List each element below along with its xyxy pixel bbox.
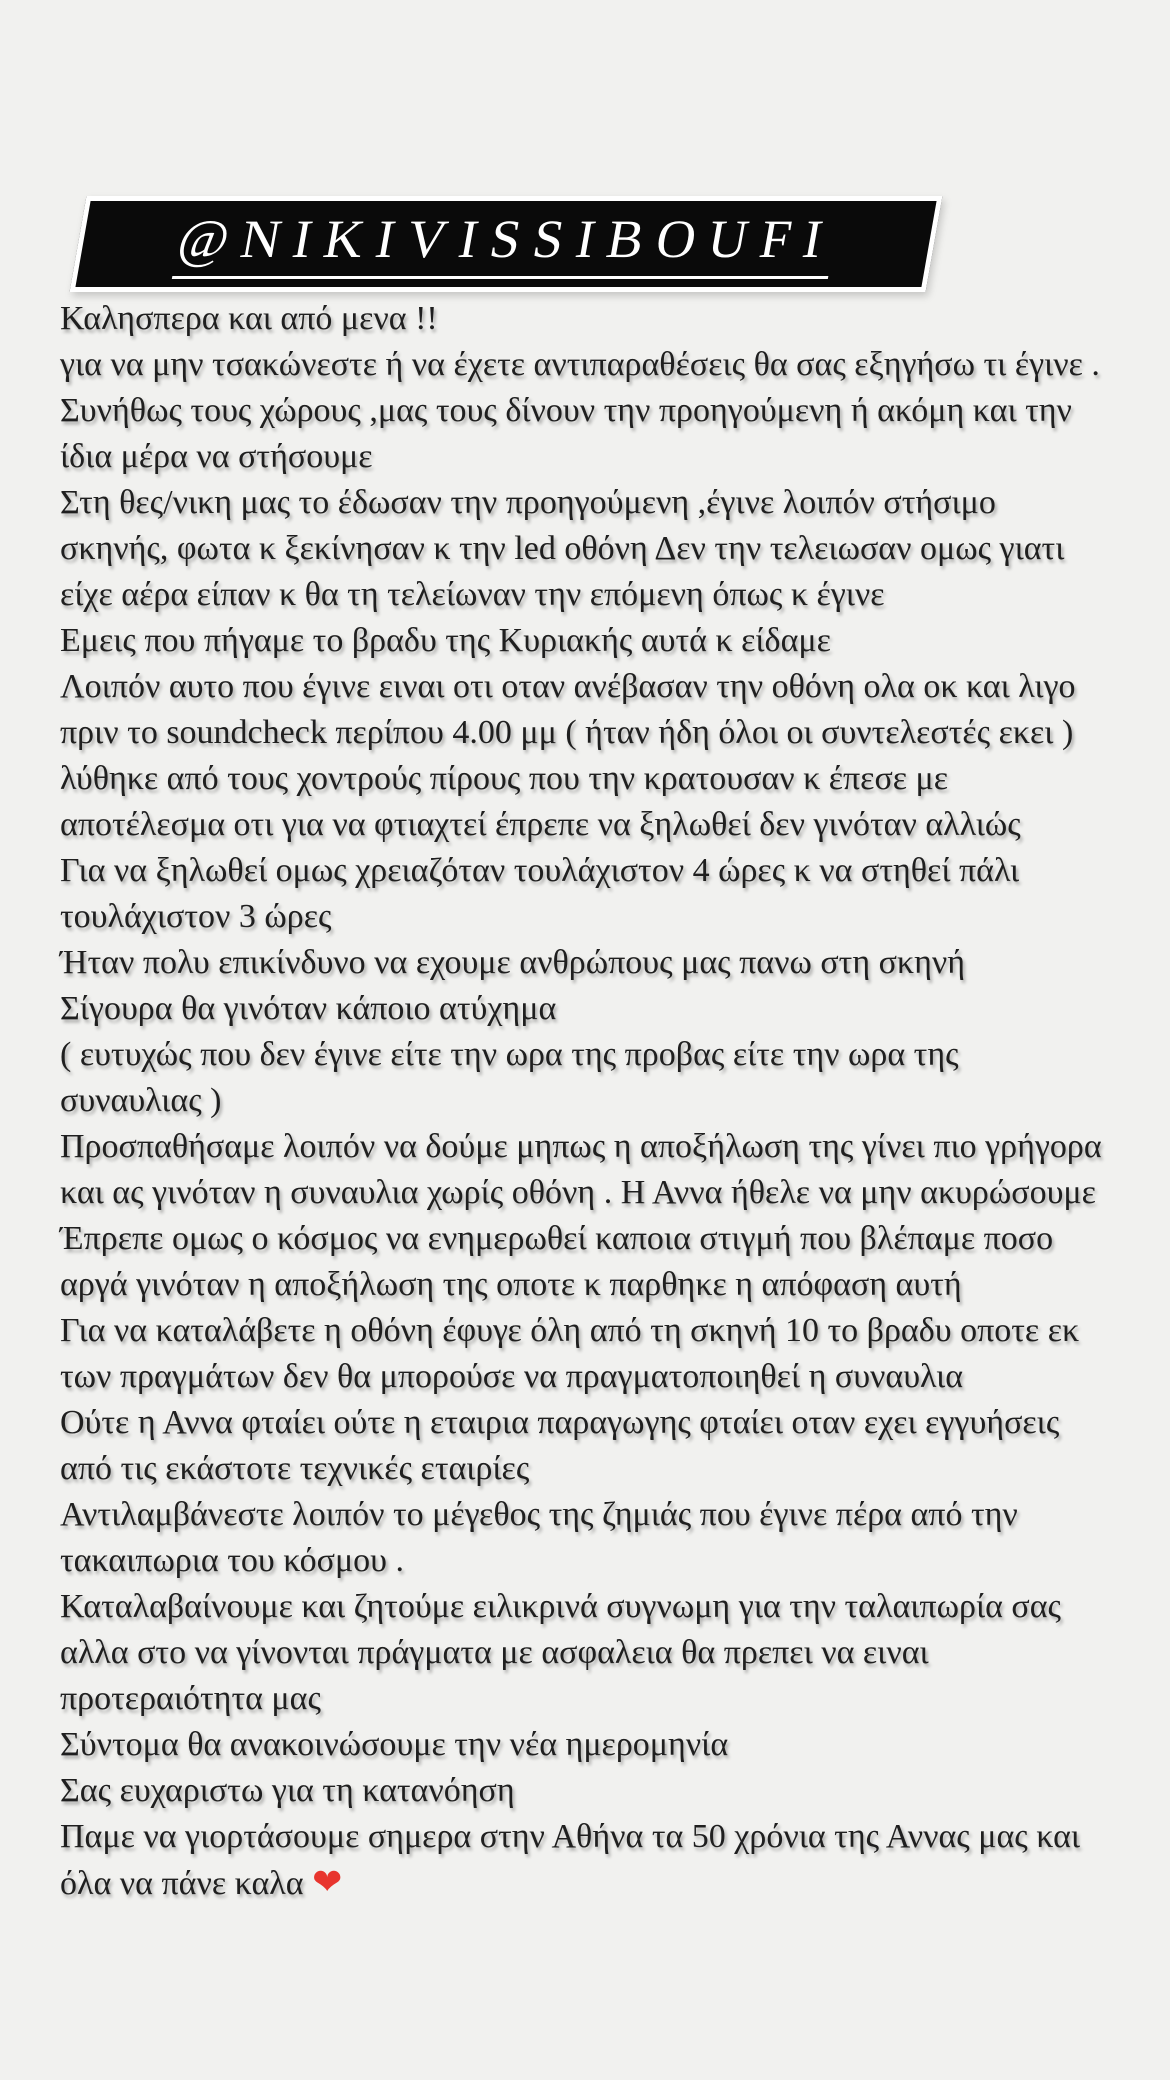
story-paragraph: Σύντομα θα ανακοινώσουμε την νέα ημερομηνία bbox=[60, 1726, 729, 1763]
story-paragraph: Για να ξηλωθεί ομως χρειαζόταν τουλάχιστον 4 ώρες κ να στηθεί πάλι τουλάχιστον 3 ώρες bbox=[60, 852, 1020, 935]
story-paragraph: για να μην τσακώνεστε ή να έχετε αντιπαραθέσεις θα σας εξηγήσω τι έγινε . bbox=[60, 346, 1100, 383]
story-paragraph: Λοιπόν αυτο που έγινε ειναι οτι οταν ανέβασαν την οθόνη ολα οκ και λιγο πριν το soundcheck περίπου 4.00 μμ ( ήταν ήδη όλοι οι συντελεστές εκει ) λύθηκε από τους χοντρούς πίρους που την κρατουσαν κ έπεσε με αποτέλεσμα οτι για να φτιαχτεί έπρεπε να ξηλωθεί δεν γινόταν αλλιώς bbox=[60, 668, 1076, 843]
story-paragraph: Εμεις που πήγαμε το βραδυ της Κυριακής αυτά κ είδαμε bbox=[60, 622, 831, 659]
username-handle: @NIKIVISSIBOUFI bbox=[172, 212, 840, 279]
story-paragraph: Παμε να γιορτάσουμε σημερα στην Αθήνα τα 50 χρόνια της Αννας μας και όλα να πάνε καλα ❤ bbox=[60, 1818, 1081, 1903]
story-paragraph: Αντιλαμβάνεστε λοιπόν το μέγεθος της ζημιάς που έγινε πέρα από την τακαιπωρια του κόσμου . bbox=[60, 1496, 1018, 1579]
red-heart-emoji: ❤ bbox=[312, 1862, 343, 1903]
story-text-block bbox=[60, 296, 1108, 1907]
story-paragraph: Συνήθως τους χώρους ,μας τους δίνουν την προηγούμενη ή ακόμη και την ίδια μέρα να στήσουμε bbox=[60, 392, 1072, 475]
story-paragraph: Προσπαθήσαμε λοιπόν να δούμε μηπως η αποξήλωση της γίνει πιο γρήγορα και ας γινόταν η συναυλια χωρίς οθόνη . Η Αννα ήθελε να μην ακυρώσουμε bbox=[60, 1128, 1102, 1211]
username-mention-banner[interactable] bbox=[70, 196, 943, 292]
story-paragraph: Ήταν πολυ επικίνδυνο να εχουμε ανθρώπους μας πανω στη σκηνή bbox=[60, 944, 966, 981]
story-paragraph: Καταλαβαίνουμε και ζητούμε ειλικρινά συγνωμη για την ταλαιπωρία σας αλλα στο να γίνονται πράγματα με ασφαλεια θα πρεπει να ειναι προτεραιότητα μας bbox=[60, 1588, 1062, 1717]
story-paragraph: Για να καταλάβετε η οθόνη έφυγε όλη από τη σκηνή 10 το βραδυ οποτε εκ των πραγμάτων δεν θα μπορούσε να πραγματοποιηθεί η συναυλια bbox=[60, 1312, 1080, 1395]
story-paragraph: Σίγουρα θα γινόταν κάποιο ατύχημα bbox=[60, 990, 557, 1027]
story-paragraph: ( ευτυχώς που δεν έγινε είτε την ωρα της προβας είτε την ωρα της συναυλιας ) bbox=[60, 1036, 959, 1119]
story-paragraph: Έπρεπε ομως ο κόσμος να ενημερωθεί καποια στιγμή που βλέπαμε ποσο αργά γινόταν η αποξήλωση της οποτε κ παρθηκε η απόφαση αυτή bbox=[60, 1220, 1054, 1303]
story-paragraph: Ούτε η Αννα φταίει ούτε η εταιρια παραγωγης φταίει οταν εχει εγγυήσεις από τις εκάστοτε τεχνικές εταιρίες bbox=[60, 1404, 1060, 1487]
story-paragraph: Καλησπερα και από μενα !! bbox=[60, 300, 438, 337]
story-paragraph: Σας ευχαριστω για τη κατανόηση bbox=[60, 1772, 515, 1809]
story-paragraph: Στη θες/νικη μας το έδωσαν την προηγούμενη ,έγινε λοιπόν στήσιμο σκηνής, φωτα κ ξεκίνησαν κ την led οθόνη Δεν την τελειωσαν ομως γιατι είχε αέρα είπαν κ θα τη τελείωναν την επόμενη όπως κ έγινε bbox=[60, 484, 1065, 613]
